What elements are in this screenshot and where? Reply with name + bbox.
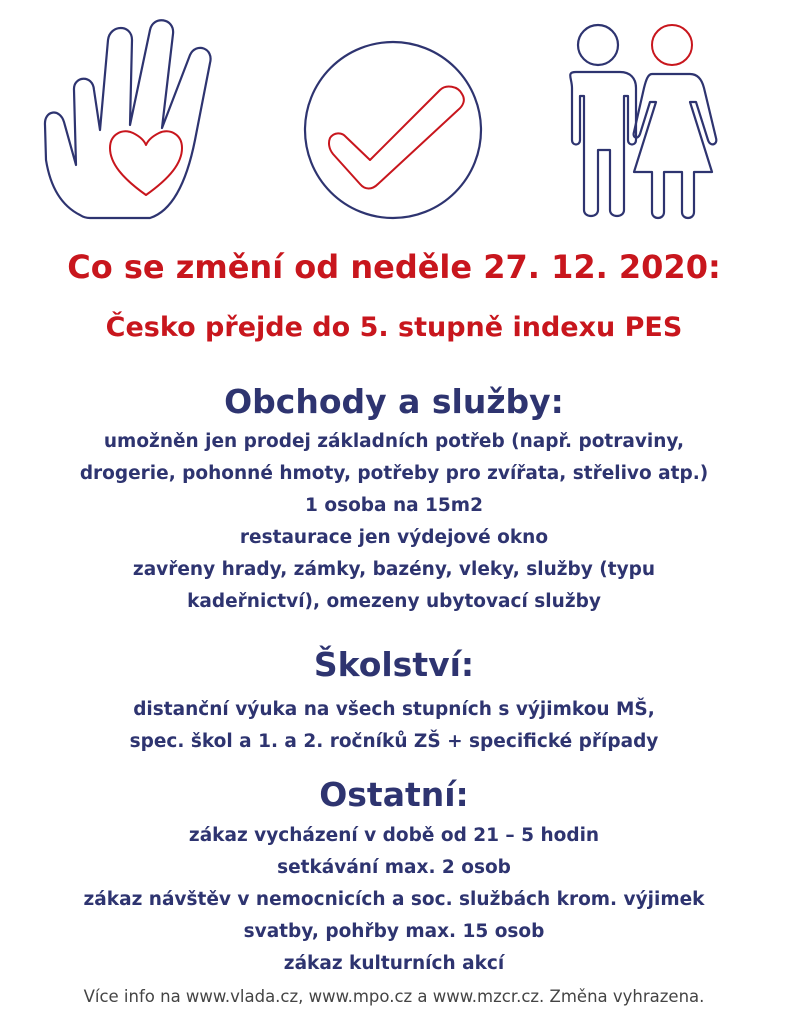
icon-row [0,0,788,240]
section-line: spec. škol a 1. a 2. ročníků ZŠ + specifické případy [129,731,659,752]
footer-note: Více info na www.vlada.cz, www.mpo.cz a www.mzcr.cz. Změna vyhrazena. [83,987,705,1006]
man-woman-icon [570,25,716,218]
section-other [0,770,788,980]
hand-heart-icon [45,20,211,218]
section-heading: Ostatní: [319,775,469,814]
page-subtitle: Česko přejde do 5. stupně indexu PES [105,312,683,343]
section-line: kadeřnictví), omezeny ubytovací služby [187,591,601,612]
section-line: zákaz kulturních akcí [283,953,505,974]
section-line: zákaz vycházení v době od 21 – 5 hodin [188,825,600,846]
section-line: setkávání max. 2 osob [277,857,511,878]
page-title: Co se změní od neděle 27. 12. 2020: [67,248,721,286]
section-education [0,640,788,758]
checkmark-circle-icon [305,42,481,218]
section-heading: Školství: [313,645,475,684]
section-line: svatby, pohřby max. 15 osob [243,921,545,942]
section-line: zavřeny hrady, zámky, bazény, vleky, služby (typu [132,559,656,580]
section-line: umožněn jen prodej základních potřeb (např. potraviny, [103,431,685,452]
section-line: restaurace jen výdejové okno [239,527,549,548]
section-line: 1 osoba na 15m2 [305,495,483,516]
section-heading: Obchody a služby: [224,382,564,421]
section-line: zákaz návštěv v nemocnicích a soc. službách krom. výjimek [83,889,705,910]
section-shops-services [0,378,788,618]
section-line: drogerie, pohonné hmoty, potřeby pro zvířata, střelivo atp.) [79,463,709,484]
section-line: distanční výuka na všech stupních s výjimkou MŠ, [133,699,655,720]
